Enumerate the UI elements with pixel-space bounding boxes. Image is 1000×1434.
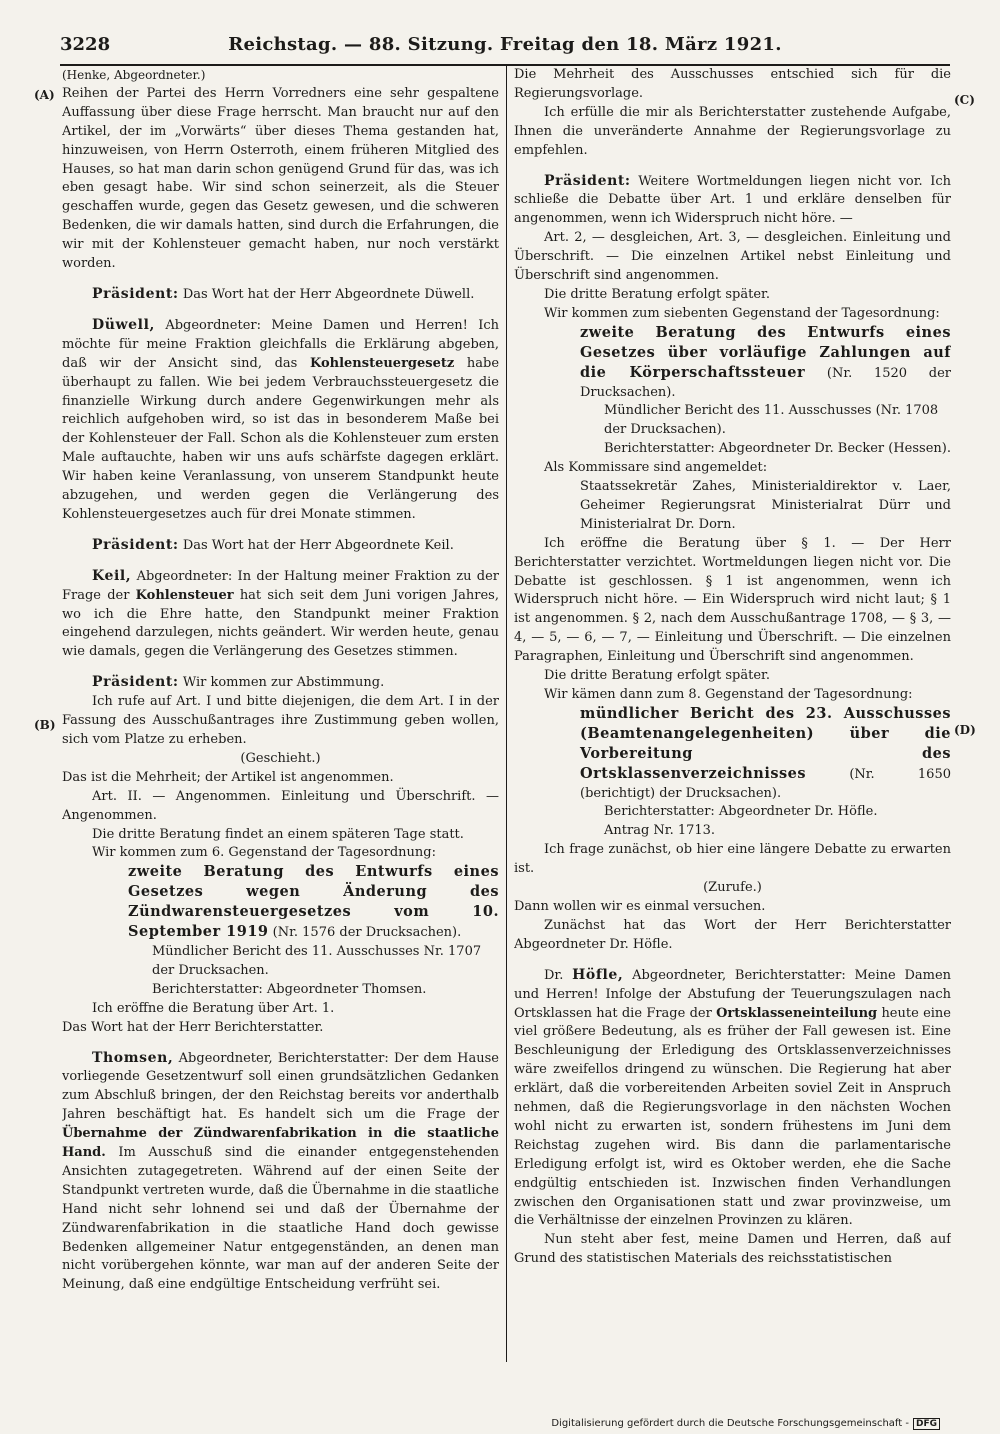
- agenda-heading: zweite Beratung des Entwurfs eines Gesetzes wegen Änderung des Zündwarensteuergesetzes vom 10. September 1919: [128, 863, 499, 941]
- page-header: [60, 30, 950, 66]
- paragraph: Die Mehrheit des Ausschusses entschied sich für die Regierungsvorlage.: [514, 67, 951, 101]
- reporter-line: Berichterstatter: Abgeordneter Thomsen.: [152, 981, 427, 997]
- credit-text: Digitalisierung gefördert durch die Deutsche Forschungsgemeinschaft -: [551, 1418, 909, 1429]
- margin-mark-b: (B): [34, 718, 56, 732]
- paragraph: Ich rufe auf Art. I und bitte diejenigen, die dem Art. I in der Fassung des Ausschußantrages ihre Zustimmung geben wollen, sich vom Platze zu erheben.: [62, 694, 499, 747]
- margin-mark-d: (D): [954, 723, 976, 737]
- speaker-name: Präsident:: [92, 285, 179, 302]
- reporter-line: Berichterstatter: Abgeordneter Dr. Höfle.: [604, 804, 878, 820]
- agenda-heading: zweite Beratung des Entwurfs eines Gesetzes über vorläufige Zahlungen auf die Körperschaftssteuer: [580, 323, 951, 381]
- speaker-name: Präsident:: [92, 536, 179, 553]
- right-column: [514, 66, 951, 1362]
- paragraph-hoefle: Dr. Höfle, Abgeordneter, Berichterstatter: Meine Damen und Herren! Infolge der Abstufung der Teuerungszulagen nach Ortsklassen hat die Frage der Ortsklasseneinteilung heute eine viel größere Bedeutung, als es früher der Fall gewesen ist. Eine Beschleunigung der Erledigung des Ortsklassenverzeichnisses wäre zweifellos dringend zu wünschen. Die Regierung hat aber erklärt, daß die vorbereitenden Arbeiten soviel Zeit in Anspruch nehmen, daß die Regierungsvorlage in den nächsten Wochen wohl nicht zu erwarten ist, sondern frühestens im Juni dem Reichstag zugehen wird. Bis dann die parlamentarische Erledigung erfolgt ist, wird es Oktober werden, ehe die Sache endgültig entschieden ist. Inzwischen finden Verhandlungen zwischen den Organisationen statt und zwar provinzweise, um die Verhältnisse der einzelnen Provinzen zu klären.: [514, 966, 951, 1229]
- paragraph: Ich frage zunächst, ob hier eine längere Debatte zu erwarten ist.: [514, 842, 951, 877]
- motion-line: Antrag Nr. 1713.: [604, 823, 716, 839]
- agenda-heading: mündlicher Bericht des 23. Ausschusses (Beamtenangelegenheiten) über die Vorbereitung des Ortsklassenverzeichnisses: [580, 704, 951, 782]
- speaker-name: Präsident:: [544, 172, 631, 189]
- column-divider: [506, 66, 507, 1362]
- margin-mark-c: (C): [954, 93, 975, 107]
- speaker-name: Düwell,: [92, 316, 155, 333]
- stage-direction: (Zurufe.): [703, 880, 762, 896]
- paragraph-president: Präsident: Weitere Wortmeldungen liegen nicht vor. Ich schließe die Debatte über Art. 1 und erkläre denselben für angenommen, wenn ich Widerspruch nicht höre. —: [514, 172, 951, 227]
- paragraph-president: Präsident: Wir kommen zur Abstimmung.: [92, 674, 385, 691]
- paragraph: Zunächst hat das Wort der Herr Berichterstatter Abgeordneter Dr. Höfle.: [514, 917, 951, 952]
- paragraph-president: Präsident: Das Wort hat der Herr Abgeordnete Keil.: [92, 536, 454, 553]
- margin-mark-a: (A): [34, 88, 55, 102]
- paragraph: Das ist die Mehrheit; der Artikel ist angenommen.: [62, 769, 394, 785]
- paragraph-president: Präsident: Das Wort hat der Herr Abgeordnete Düwell.: [92, 285, 475, 302]
- paragraph: Ich eröffne die Beratung über Art. 1.: [92, 1000, 335, 1016]
- paragraph-duewell: Düwell, Abgeordneter: Meine Damen und Herren! Ich möchte für meine Fraktion gleichfalls die Erklärung abgeben, daß wir der Ansicht sind, das Kohlensteuergesetz habe überhaupt zu fallen. Wie bei jedem Verbrauchssteuergesetz die finanzielle Wirkung durch andere Gegenwirkungen mehr als reichlich aufgehoben wird, so ist das in besonderem Maße bei der Kohlensteuer der Fall. Schon als die Kohlensteuer zum ersten Male auftauchte, haben wir uns aufs schärfste dagegen erklärt. Wir haben keine Veranlassung, von unserem Standpunkt heute abzugehen, und werden gegen die Verlängerung des Kohlensteuergesetzes auch für drei Monate stimmen.: [62, 316, 499, 522]
- paragraph: Wir kommen zum 6. Gegenstand der Tagesordnung:: [92, 845, 436, 861]
- reporter-line: Berichterstatter: Abgeordneter Dr. Becker (Hessen).: [604, 441, 951, 457]
- speaker-name: Präsident:: [92, 674, 179, 691]
- paragraph: Die dritte Beratung findet an einem späteren Tage statt.: [92, 826, 464, 842]
- dfg-logo: DFG: [913, 1418, 940, 1430]
- paragraph: Das Wort hat der Herr Berichterstatter.: [62, 1019, 324, 1035]
- paragraph: Reihen der Partei des Herrn Vorredners eine sehr gespaltene Auffassung über diese Frage herrscht. Man braucht nur auf den Artikel, der im „Vorwärts“ über dieses Thema gestanden hat, hinzuweisen, von Herrn Osterroth, einem früheren Mitglied des Hauses, so hat man darin schon genügend Grund für das, was ich eben gesagt habe. Wir sind schon seinerzeit, als die Steuer geschaffen wurde, gegen das Gesetz gewesen, und die schweren Bedenken, die wir damals hatten, sind durch die Erfahrungen, die wir mit der Kohlensteuer gemacht haben, nur noch verstärkt worden.: [62, 85, 499, 272]
- stage-direction: (Geschieht.): [240, 750, 321, 766]
- left-column: [62, 66, 499, 1362]
- paragraph: Ich eröffne die Beratung über § 1. — Der Herr Berichterstatter verzichtet. Wortmeldungen liegen nicht vor. Die Debatte ist geschlossen. § 1 ist angenommen, wenn ich Widerspruch nicht höre. — Ein Widerspruch wird nicht laut; § 1 ist angenommen. § 2, nach dem Ausschußantrage 1708, — § 3, — 4, — 5, — 6, — 7, — Einleitung und Überschrift. — Die einzelnen Paragraphen, Einleitung und Überschrift sind angenommen.: [514, 535, 951, 665]
- agenda-item-6: zweite Beratung des Entwurfs eines Gesetzes wegen Änderung des Zündwarensteuergesetzes vom 10. September 1919 (Nr. 1576 der Drucksachen).: [128, 863, 499, 941]
- paragraph: Die dritte Beratung erfolgt später.: [544, 286, 770, 302]
- paragraph: Als Kommissare sind angemeldet:: [544, 460, 768, 476]
- speaker-name: Keil,: [92, 567, 132, 584]
- running-title: Reichstag. — 88. Sitzung. Freitag den 18. März 1921.: [228, 34, 782, 55]
- emphasis: Kohlensteuergesetz: [309, 355, 455, 371]
- paragraph: Art. 2, — desgleichen, Art. 3, — desgleichen. Einleitung und Überschrift. — Die einzelnen Artikel nebst Einleitung und Überschrift sind angenommen.: [514, 230, 951, 284]
- paragraph: Wir kämen dann zum 8. Gegenstand der Tagesordnung:: [544, 687, 913, 702]
- paragraph: Wir kommen zum siebenten Gegenstand der Tagesordnung:: [544, 305, 940, 321]
- paragraph: Nun steht aber fest, meine Damen und Herren, daß auf Grund des statistischen Materials des reichsstatistischen: [514, 1232, 951, 1267]
- digitization-credit: [551, 1418, 940, 1430]
- emphasis: Übernahme der Zündwarenfabrikation in die staatliche Hand.: [62, 1126, 499, 1161]
- commissioners-list: Staatssekretär Zahes, Ministerialdirektor v. Laer, Geheimer Regierungsrat Ministerialrat Dürr und Ministerialrat Dr. Dorn.: [580, 479, 951, 532]
- emphasis: Ortsklasseneinteilung: [716, 1005, 878, 1021]
- speaker-name: Thomsen,: [92, 1049, 174, 1066]
- paragraph: Ich erfülle die mir als Berichterstatter zustehende Aufgabe, Ihnen die unveränderte Annahme der Regierungsvorlage zu empfehlen.: [514, 104, 951, 158]
- speaker-continuation: (Henke, Abgeordneter.): [62, 68, 206, 82]
- agenda-item-8: mündlicher Bericht des 23. Ausschusses (Beamtenangelegenheiten) über die Vorbereitung des Ortsklassenverzeichnisses (Nr. 1650 (berichtigt) der Drucksachen).: [580, 704, 951, 801]
- page-number: 3228: [60, 34, 111, 55]
- paragraph: Die dritte Beratung erfolgt später.: [544, 668, 770, 684]
- emphasis: Kohlensteuer: [135, 587, 234, 603]
- paragraph-keil: Keil, Abgeordneter: In der Haltung meiner Fraktion zu der Frage der Kohlensteuer hat sich seit dem Juni vorigen Jahres, wo ich die Ehre hatte, den Standpunkt meiner Fraktion eingehend darzulegen, nichts geändert. Wir werden heute, genau wie damals, gegen die Verlängerung des Gesetzes stimmen.: [62, 567, 499, 660]
- paragraph: Art. II. — Angenommen. Einleitung und Überschrift. — Angenommen.: [62, 788, 499, 823]
- paragraph-thomsen: Thomsen, Abgeordneter, Berichterstatter: Der dem Hause vorliegende Gesetzentwurf soll einen grundsätzlichen Gedanken zum Abschluß bringen, der den Reichstag bereits vor anderthalb Jahren beschäftigt hat. Es handelt sich um die Frage der Übernahme der Zündwarenfabrikation in die staatliche Hand. Im Ausschuß sind die einander entgegenstehenden Ansichten zutagegetreten. Während auf der einen Seite der Standpunkt vertreten wurde, daß die Übernahme in die staatliche Hand nicht sehr lohnend sei und daß der Übernahme der Zündwarenfabrikation in die staatliche Hand doch gewisse Bedenken allgemeiner Natur entgegenständen, an denen man nicht vorübergehen könnte, war man auf der anderen Seite der Meinung, daß eine endgültige Entscheidung verfrüht sei.: [62, 1049, 499, 1293]
- report-line: Mündlicher Bericht des 11. Ausschusses Nr. 1707 der Drucksachen.: [152, 943, 482, 978]
- report-line: Mündlicher Bericht des 11. Ausschusses (Nr. 1708 der Drucksachen).: [604, 403, 939, 438]
- agenda-item-7: zweite Beratung des Entwurfs eines Gesetzes über vorläufige Zahlungen auf die Körperschaftssteuer (Nr. 1520 der Drucksachen).: [580, 323, 951, 400]
- speaker-name: Höfle,: [572, 966, 624, 983]
- paragraph: Dann wollen wir es einmal versuchen.: [514, 898, 766, 914]
